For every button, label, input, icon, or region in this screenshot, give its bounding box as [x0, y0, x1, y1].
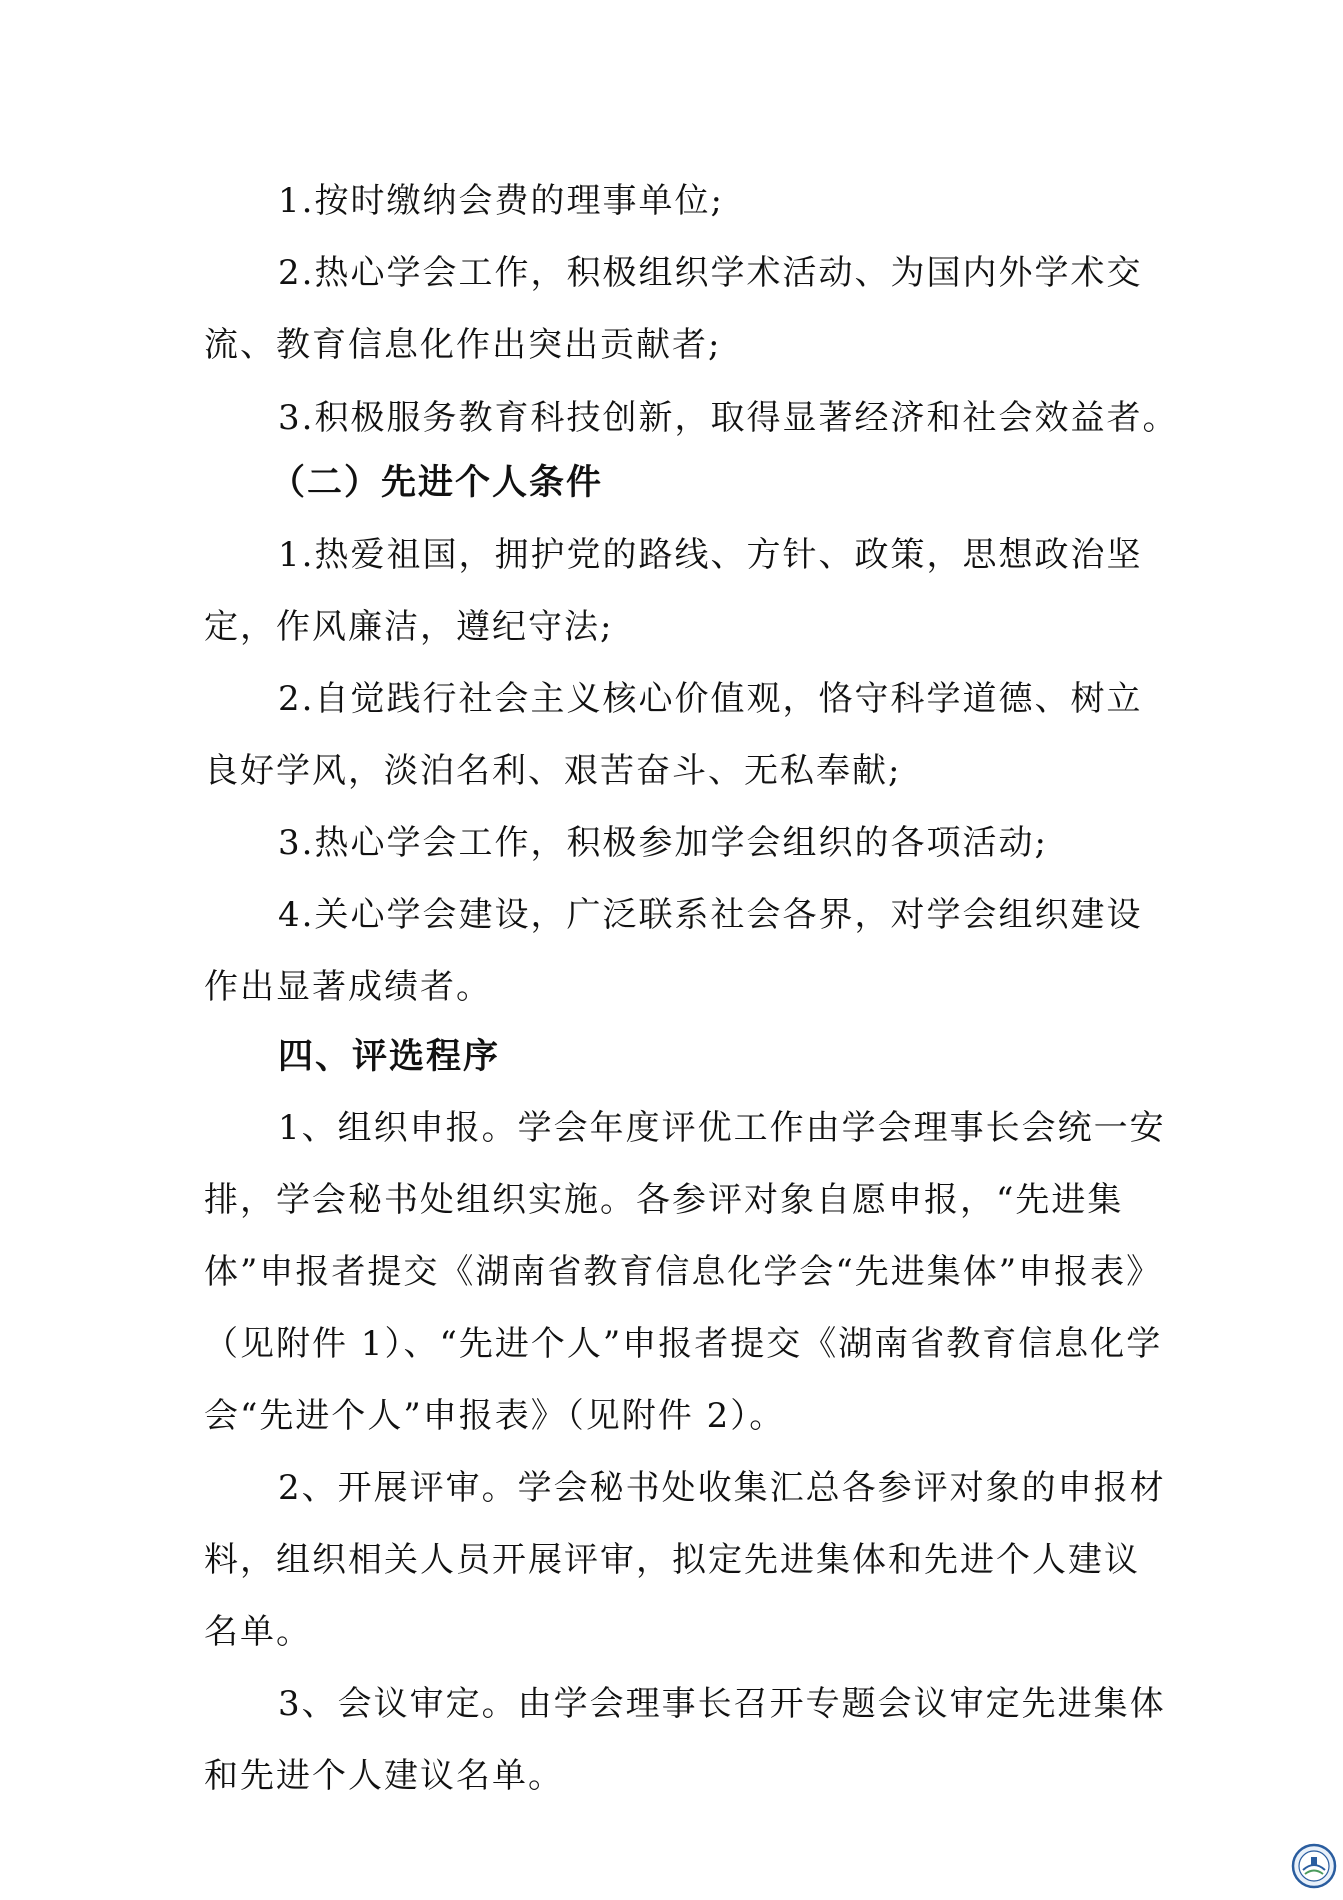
condition-individual-2-line-2: 良好学风，淡泊名利、艰苦奋斗、无私奉献; [204, 751, 902, 791]
condition-individual-1-line-2: 定，作风廉洁，遵纪守法; [204, 607, 614, 647]
procedure-1-line-1: 1、组织申报。学会年度评优工作由学会理事长会统一安 [278, 1108, 1166, 1148]
procedure-2-line-1: 2、开展评审。学会秘书处收集汇总各参评对象的申报材 [278, 1468, 1166, 1508]
procedure-2-line-3: 名单。 [204, 1612, 312, 1652]
condition-individual-3: 3.热心学会工作，积极参加学会组织的各项活动; [278, 823, 1048, 863]
condition-collective-2-line-2: 流、教育信息化作出突出贡献者; [204, 325, 722, 365]
condition-collective-3: 3.积极服务教育科技创新，取得显著经济和社会效益者。 [278, 398, 1179, 438]
procedure-1-line-5: 会“先进个人”申报表》（见附件 2）。 [204, 1396, 786, 1436]
procedure-1-line-3: 体”申报者提交《湖南省教育信息化学会“先进集体”申报表》 [204, 1252, 1163, 1292]
society-emblem-icon [1291, 1843, 1337, 1889]
section-heading-individual-conditions: （二）先进个人条件 [270, 463, 604, 503]
procedure-3-line-1: 3、会议审定。由学会理事长召开专题会议审定先进集体 [278, 1684, 1166, 1724]
condition-collective-1: 1.按时缴纳会费的理事单位; [278, 181, 724, 221]
procedure-1-line-2: 排，学会秘书处组织实施。各参评对象自愿申报，“先进集 [204, 1180, 1124, 1220]
condition-individual-4-line-1: 4.关心学会建设，广泛联系社会各界，对学会组织建设 [278, 895, 1143, 935]
procedure-1-line-4: （见附件 1）、“先进个人”申报者提交《湖南省教育信息化学 [204, 1324, 1163, 1364]
procedure-3-line-2: 和先进个人建议名单。 [204, 1756, 564, 1796]
condition-individual-4-line-2: 作出显著成绩者。 [204, 967, 492, 1007]
condition-individual-2-line-1: 2.自觉践行社会主义核心价值观，恪守科学道德、树立 [278, 679, 1143, 719]
procedure-2-line-2: 料，组织相关人员开展评审，拟定先进集体和先进个人建议 [204, 1540, 1140, 1580]
section-heading-selection-procedure: 四、评选程序 [278, 1037, 501, 1077]
condition-individual-1-line-1: 1.热爱祖国，拥护党的路线、方针、政策，思想政治坚 [278, 535, 1143, 575]
condition-collective-2-line-1: 2.热心学会工作，积极组织学术活动、为国内外学术交 [278, 253, 1143, 293]
